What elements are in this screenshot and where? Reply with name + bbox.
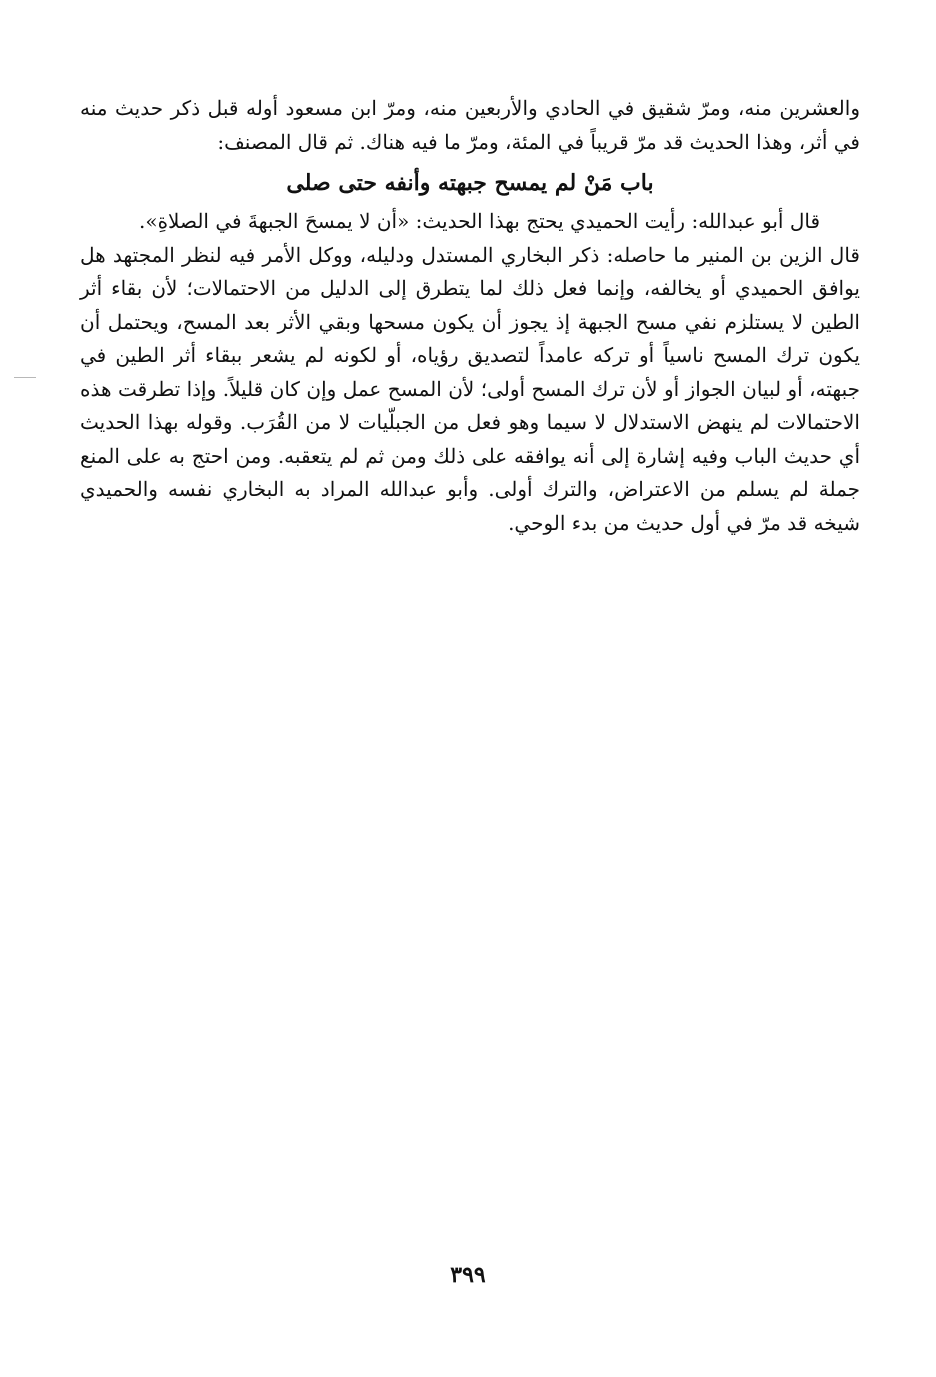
page-body bbox=[80, 92, 860, 540]
chapter-heading: باب مَنْ لم يمسح جبهته وأنفه حتى صلى bbox=[286, 170, 654, 196]
quote-paragraph: قال أبو عبدالله: رأيت الحميدي يحتج بهذا الحديث: «أن لا يمسحَ الجبهةَ في الصلاةِ». bbox=[138, 209, 820, 233]
continuation-paragraph: والعشرين منه، ومرّ شقيق في الحادي والأربعين منه، ومرّ ابن مسعود أوله قبل ذكر حديث منه في أثر، وهذا الحديث قد مرّ قريباً في المئة، ومرّ ما فيه هناك. ثم قال المصنف: bbox=[80, 96, 860, 154]
commentary-paragraph: قال الزين بن المنير ما حاصله: ذكر البخاري المستدل ودليله، ووكل الأمر فيه لنظر المجتهد هل يوافق الحميدي أو يخالفه، وإنما فعل ذلك لما يتطرق إلى الدليل من الاحتمالات؛ لأن بقاء أثر الطين لا يستلزم نفي مسح الجبهة إذ يجوز أن يكون مسحها وبقي الأثر بعد المسح، ويحتمل أن يكون ترك المسح ناسياً أو تركه عامداً لتصديق رؤياه، أو لكونه لم يشعر ببقاء أثر الطين في جبهته، أو لبيان الجواز أو لأن ترك المسح أولى؛ لأن المسح عمل وإن كان قليلاً. وإذا تطرقت هذه الاحتمالات لم ينهض الاستدلال لا سيما وهو فعل من الجبلّيات لا من القُرَب. وقوله بهذا الحديث أي حديث الباب وفيه إشارة إلى أنه يوافقه على ذلك ومن ثم لم يتعقبه. ومن احتج به على المنع جملة لم يسلم من الاعتراض، والترك أولى. وأبو عبدالله المراد به البخاري نفسه والحميدي شيخه قد مرّ في أول حديث من بدء الوحي. bbox=[80, 242, 860, 535]
page-number: ٣٩٩ bbox=[450, 1262, 486, 1288]
margin-mark bbox=[14, 377, 36, 378]
